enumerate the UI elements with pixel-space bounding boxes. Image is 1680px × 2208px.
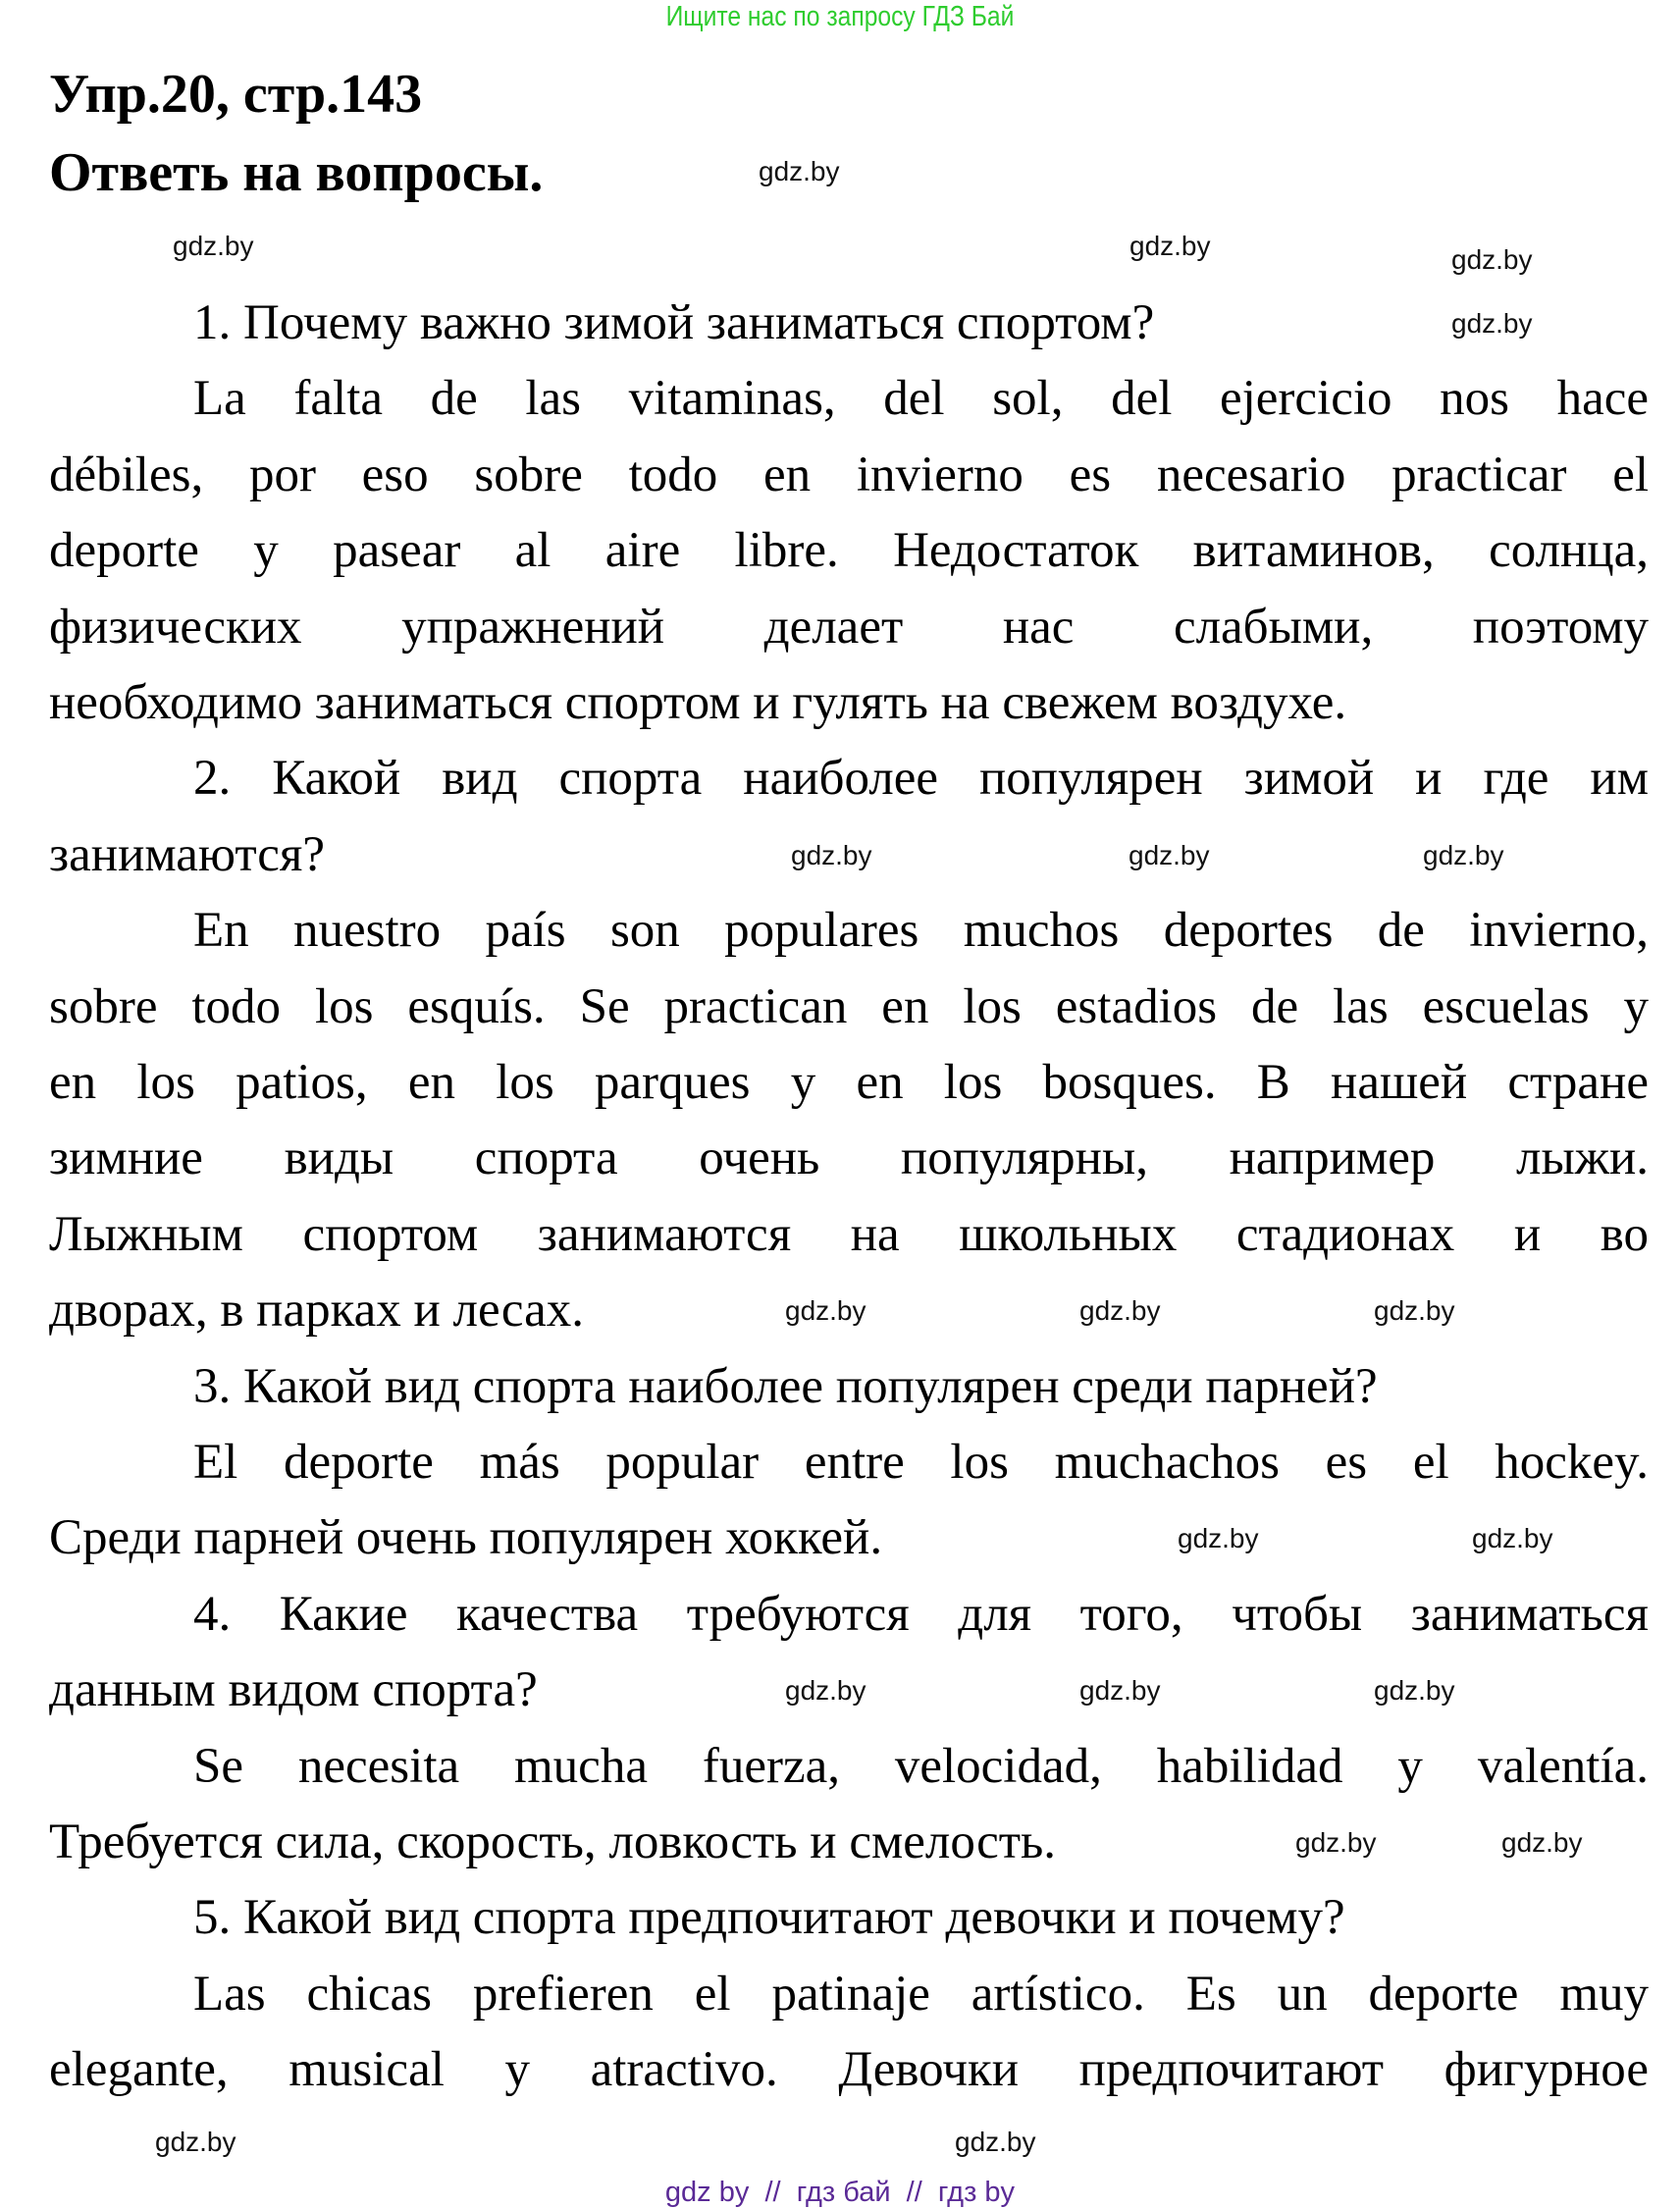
text-line: 3. Какой вид спорта наиболее популярен среди парней? bbox=[193, 1358, 1378, 1414]
exercise-title: Упр.20, стр.143 bbox=[49, 64, 423, 125]
search-banner: Ищите нас по запросу ГДЗ Бай bbox=[665, 1, 1015, 32]
text-line: данным видом спорта? bbox=[49, 1662, 538, 1718]
text-line: дворах, в парках и лесах. bbox=[49, 1283, 585, 1339]
text-line: физических упражнений делает нас слабыми, поэтому bbox=[49, 599, 1649, 655]
text-line: Las chicas prefieren el patinaje artístico. Es un deporte muy bbox=[193, 1966, 1649, 2022]
text-line: en los patios, en los parques y en los bosques. В нашей стране bbox=[49, 1055, 1649, 1110]
watermark-text: gdz.by bbox=[1295, 1827, 1377, 1858]
text-line: elegante, musical y atractivo. Девочки предпочитают фигурное bbox=[49, 2042, 1649, 2098]
watermark-text: gdz.by bbox=[1129, 231, 1211, 261]
text-line: El deporte más popular entre los muchachos es el hockey. bbox=[193, 1435, 1649, 1490]
watermark-text: gdz.by bbox=[759, 156, 840, 186]
watermark-text: gdz.by bbox=[1472, 1523, 1553, 1553]
text-line: En nuestro país son populares muchos deportes de invierno, bbox=[193, 903, 1649, 959]
watermark-text: gdz.by bbox=[1423, 840, 1504, 870]
watermark-text: gdz.by bbox=[1451, 244, 1533, 275]
watermark-text: gdz.by bbox=[1374, 1675, 1455, 1706]
text-line: La falta de las vitaminas, del sol, del ejercicio nos hace bbox=[193, 371, 1649, 427]
watermark-text: gdz.by bbox=[1079, 1675, 1161, 1706]
watermark-text: gdz.by bbox=[1129, 840, 1210, 870]
text-line: débiles, por eso sobre todo en invierno es necesario practicar el bbox=[49, 447, 1649, 502]
text-line: 2. Какой вид спорта наиболее популярен зимой и где им bbox=[193, 751, 1649, 807]
watermark-text: gdz.by bbox=[1501, 1827, 1583, 1858]
watermark-text: gdz.by bbox=[955, 2127, 1036, 2157]
watermark-text: gdz.by bbox=[173, 231, 254, 261]
watermark-text: gdz.by bbox=[1374, 1295, 1455, 1326]
task-heading: Ответь на вопросы. bbox=[49, 142, 544, 203]
text-line: 1. Почему важно зимой заниматься спортом? bbox=[193, 295, 1155, 350]
watermark-text: gdz.by bbox=[791, 840, 872, 870]
footer-links[interactable]: gdz by // гдз бай // гдз by bbox=[664, 2177, 1016, 2208]
text-line: 5. Какой вид спорта предпочитают девочки и почему? bbox=[193, 1890, 1345, 1946]
watermark-text: gdz.by bbox=[1451, 308, 1533, 339]
text-line: Среди парней очень популярен хоккей. bbox=[49, 1510, 883, 1566]
watermark-text: gdz.by bbox=[1178, 1523, 1259, 1553]
watermark-text: gdz.by bbox=[785, 1295, 866, 1326]
text-line: необходимо заниматься спортом и гулять на свежем воздухе. bbox=[49, 675, 1347, 730]
text-line: deporte y pasear al aire libre. Недостаток витаминов, солнца, bbox=[49, 523, 1649, 579]
text-line: занимаются? bbox=[49, 826, 325, 882]
text-line: Лыжным спортом занимаются на школьных стадионах и во bbox=[49, 1206, 1649, 1262]
text-line: 4. Какие качества требуются для того, чтобы заниматься bbox=[193, 1586, 1649, 1642]
text-line: зимние виды спорта очень популярны, например лыжи. bbox=[49, 1130, 1649, 1186]
watermark-text: gdz.by bbox=[155, 2127, 236, 2157]
text-line: Требуется сила, скорость, ловкость и смелость. bbox=[49, 1814, 1057, 1869]
text-line: Se necesita mucha fuerza, velocidad, habilidad y valentía. bbox=[193, 1738, 1649, 1794]
watermark-text: gdz.by bbox=[785, 1675, 866, 1706]
text-line: sobre todo los esquís. Se practican en los estadios de las escuelas y bbox=[49, 978, 1649, 1034]
watermark-text: gdz.by bbox=[1079, 1295, 1161, 1326]
